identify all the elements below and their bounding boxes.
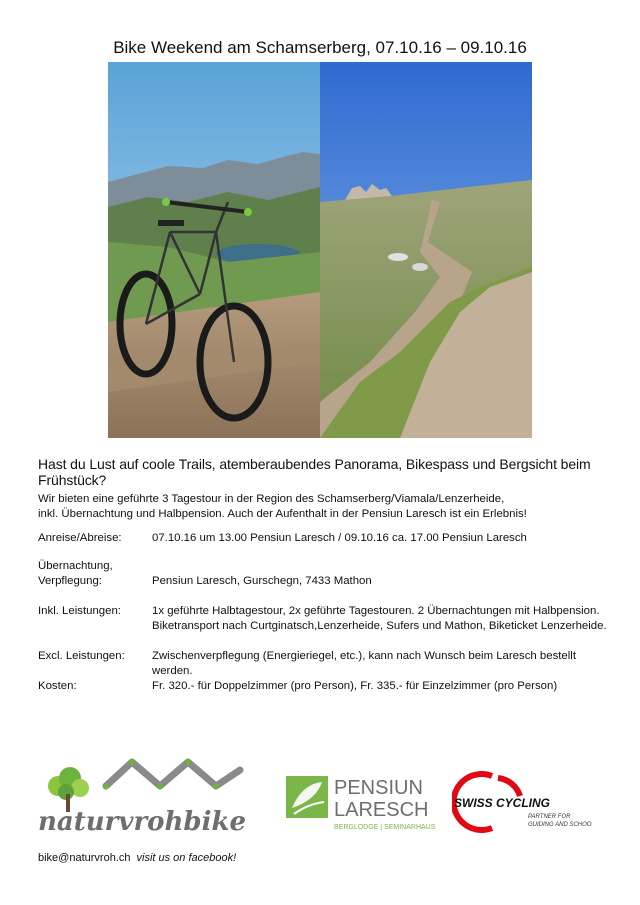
pensiun-text: PENSIUN — [334, 777, 423, 799]
uebernachtung-label-1: Übernachtung, — [38, 560, 113, 572]
kosten-value: Fr. 320.- für Doppelzimmer (pro Person), Fr. 335.- für Einzelzimmer (pro Person) — [152, 680, 558, 692]
naturvrohbike-logo — [36, 748, 256, 845]
intro-line-1: Wir bieten eine geführte 3 Tagestour in der Region des Schamserberg/Viamala/Lenzerheide, — [38, 493, 505, 505]
footer — [38, 852, 236, 864]
pensiun-laresch-logo — [286, 774, 436, 839]
intro-section — [38, 456, 618, 522]
intro-headline: Hast du Lust auf coole Trails, atemberaubendes Panorama, Bikespass und Bergsicht beim Frühstück? — [38, 456, 591, 488]
excl-value: Zwischenverpflegung (Energieriegel, etc.), kann nach Wunsch beim Laresch bestellt werden. — [152, 650, 576, 677]
anreise-label: Anreise/Abreise: — [38, 532, 122, 544]
swiss-cycling-logo — [452, 770, 592, 839]
page-title: Bike Weekend am Schamserberg, 07.10.16 – 09.10.16 — [113, 38, 527, 57]
mountain-trail-photo — [320, 62, 532, 438]
guiding-school-text: GUIDING AND SCHOOL — [528, 822, 592, 828]
chain-icon — [106, 762, 240, 786]
logo-row — [0, 740, 640, 840]
partner-for-text: PARTNER FOR — [528, 814, 571, 820]
email-link[interactable]: bike@naturvroh.ch — [38, 852, 131, 864]
tree-icon — [48, 767, 89, 812]
intro-line-2: inkl. Übernachtung und Halbpension. Auch der Aufenthalt in der Pensiun Laresch ist ein Erlebnis! — [38, 508, 527, 520]
photo-collage — [108, 62, 532, 438]
excl-label: Excl. Leistungen: — [38, 650, 125, 662]
anreise-value: 07.10.16 um 13.00 Pensiun Laresch / 09.10.16 ca. 17.00 Pensiun Laresch — [152, 532, 527, 544]
inkl-label: Inkl. Leistungen: — [38, 605, 121, 617]
inkl-line-2: Biketransport nach Curtginatsch,Lenzerheide, Sufers und Mathon, Biketicket Lenzerheide. — [152, 620, 607, 632]
uebernachtung-label-2: Verpflegung: — [38, 575, 102, 587]
facebook-text: visit us on facebook! — [136, 852, 237, 864]
inkl-line-1: 1x geführte Halbtagestour, 2x geführte Tagestouren. 2 Übernachtungen mit Halbpension. — [152, 605, 600, 617]
laresch-text: LARESCH — [334, 799, 429, 821]
swiss-cycling-text: SWISS CYCLING — [454, 796, 551, 810]
naturvrohbike-text: naturvrohbike — [38, 807, 247, 837]
mountain-bike-photo — [108, 62, 320, 438]
uebernachtung-value: Pensiun Laresch, Gurschegn, 7433 Mathon — [152, 575, 372, 587]
kosten-label: Kosten: — [38, 680, 77, 692]
berglodge-text: BERGLODGE | SEMINARHAUS — [334, 824, 436, 831]
